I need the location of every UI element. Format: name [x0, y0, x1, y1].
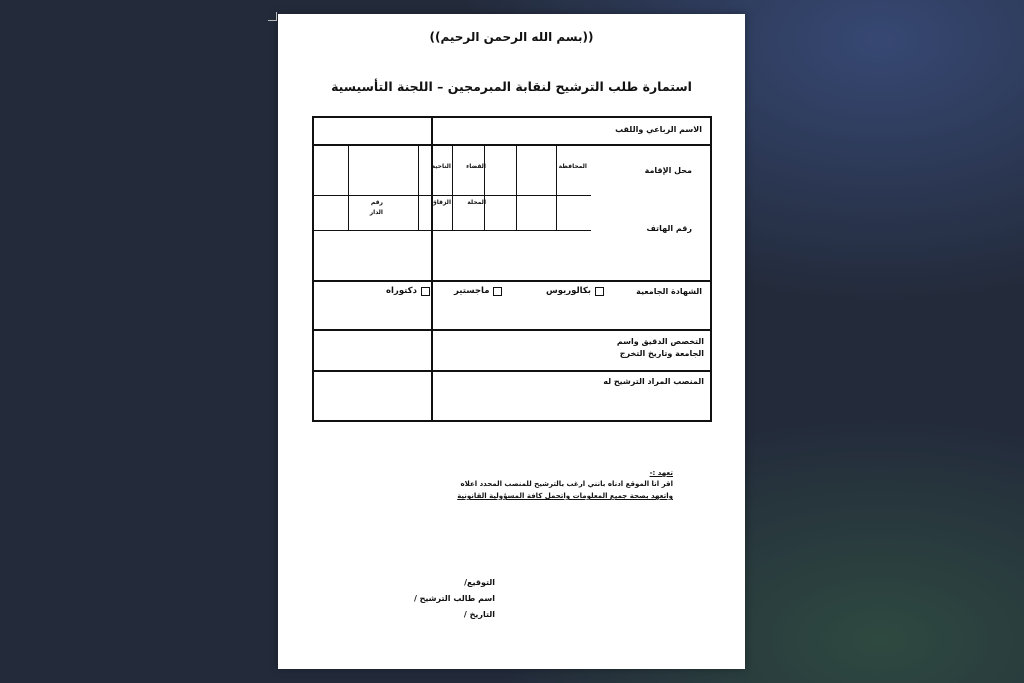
- full-name-label: الاسم الرباعي واللقب: [615, 125, 702, 134]
- document-page: [278, 14, 745, 669]
- row-divider: [314, 280, 710, 282]
- grid-col: [348, 146, 349, 230]
- address-grid: [314, 146, 591, 231]
- date-label: التاريخ /: [463, 610, 495, 619]
- degree-option-master[interactable]: ماجستير: [454, 286, 502, 296]
- degree-option-doctorate[interactable]: دكتوراه: [386, 286, 430, 296]
- grid-col: [452, 146, 453, 230]
- pledge-line-1: اقر انا الموقع ادناه بانني ارغب بالترشيح للمنصب المحدد اعلاه: [460, 480, 673, 489]
- checkbox[interactable]: [421, 287, 430, 296]
- grid-col: [516, 146, 517, 230]
- grid-col: [484, 146, 485, 230]
- form-title: استمارة طلب الترشيح لنقابة المبرمجين – اللجنة التأسيسية: [331, 79, 692, 94]
- degree-label: الشهادة الجامعية: [636, 287, 702, 296]
- phone-field[interactable]: [314, 231, 591, 280]
- specialization-field[interactable]: [314, 331, 591, 370]
- phone-label: رقم الهاتف: [646, 224, 692, 233]
- house-number-label: رقم الدار: [369, 199, 383, 216]
- specialization-label: التخصص الدقيق واسم الجامعة وتاريخ التخرج: [616, 337, 704, 358]
- checkbox[interactable]: [493, 287, 502, 296]
- alley-label: الزقاق: [431, 199, 451, 206]
- pledge-line-2: واتعهد بصحة جميع المعلومات واتحمل كافة المسؤولية القانونية: [457, 492, 673, 501]
- signature-section: [414, 575, 495, 623]
- locality-label: المحلة: [467, 199, 486, 206]
- grid-row-divider: [314, 230, 591, 231]
- candidate-name-label: اسم طالب الترشيح /: [413, 594, 495, 603]
- grid-col: [556, 146, 557, 230]
- position-field[interactable]: [314, 372, 591, 422]
- pledge-section: [457, 467, 673, 503]
- crop-mark: [268, 12, 277, 21]
- checkbox[interactable]: [595, 287, 604, 296]
- full-name-field[interactable]: [314, 118, 591, 144]
- governorate-label: المحافظة: [558, 163, 587, 170]
- basmala-header: ((بسم الله الرحمن الرحيم)): [429, 30, 594, 44]
- subdistrict-label: الناحية: [431, 163, 451, 170]
- application-form-table: [312, 116, 712, 422]
- residence-label: محل الإقامة: [644, 166, 692, 175]
- position-label: المنصب المراد الترشيح له: [603, 377, 704, 386]
- district-label: القضاء: [466, 163, 486, 170]
- signature-label: التوقيع/: [464, 578, 495, 587]
- pledge-heading: تعهد :-: [649, 469, 673, 477]
- grid-col: [418, 146, 419, 230]
- degree-option-bachelor[interactable]: بكالوريوس: [546, 286, 604, 296]
